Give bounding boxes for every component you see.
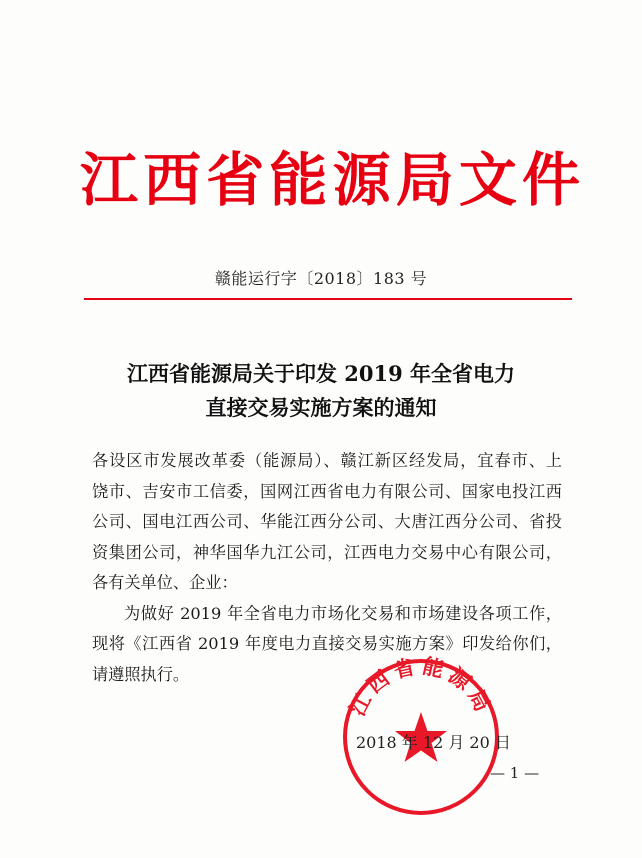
notice-title-line-2: 直接交易实施方案的通知 [205,395,437,420]
header-char: 件 [521,146,580,214]
issue-date: 2018 年 12 月 20 日 [356,733,511,752]
header-char: 源 [332,146,391,214]
seal-text: 江西省能源局 [344,654,498,720]
body-line: 公司、国电江西公司、华能江西分公司、大唐江西分公司、省投 [92,512,562,531]
body-line: 为做好 2019 年全省电力市场化交易和市场建设各项工作， [124,603,562,623]
header-char: 江 [80,146,139,214]
body-line: 现将《江西省 2019 年度电力直接交易实施方案》印发给你们， [92,634,562,653]
document-number: 赣能运行字〔2018〕183 号 [214,269,428,288]
body-line: 饶市、吉安市工信委，国网江西省电力有限公司、国家电投江西 [92,481,562,501]
header-char: 局 [395,146,454,214]
page-number: — 1 — [490,764,540,782]
body-line: 请遵照执行。 [92,664,190,684]
notice-title-line-1: 江西省能源局关于印发 2019 年全省电力 [126,361,516,386]
header-char: 能 [269,146,328,214]
body-line: 各有关单位、企业： [92,573,238,592]
red-divider-line [84,298,572,300]
header-char: 省 [206,146,265,214]
header-char: 文 [458,146,517,214]
notice-title [0,357,642,425]
document-header-title [80,140,580,220]
svg-text:江西省能源局 [344,654,498,720]
header-char: 西 [143,146,202,214]
body-line: 资集团公司，神华国华九江公司，江西电力交易中心有限公司， [92,542,562,562]
body-line: 各设区市发展改革委（能源局）、赣江新区经发局，宜春市、上 [92,451,562,470]
